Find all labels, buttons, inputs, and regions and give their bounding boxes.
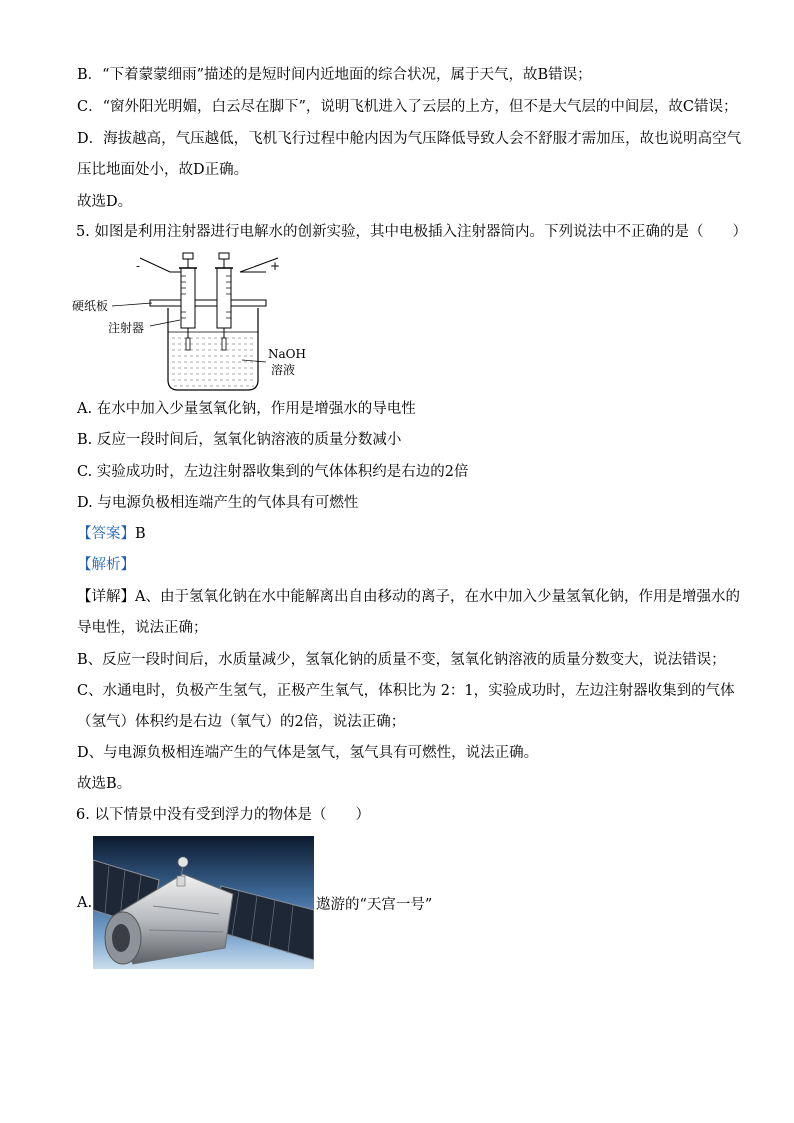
text-line: 故选D。 bbox=[77, 194, 133, 210]
space-station-image bbox=[93, 836, 314, 969]
option-a: A. 在水中加入少量氢氧化钠，作用是增强水的导电性 bbox=[77, 401, 416, 417]
detail-line: D、与电源负极相连端产生的气体是氢气，氢气具有可燃性，说法正确。 bbox=[77, 745, 539, 761]
detail-line: （氢气）体积约是右边（氧气）的2倍，说法正确； bbox=[77, 714, 406, 730]
detail-line bbox=[77, 587, 740, 607]
option-d: D. 与电源负极相连端产生的气体具有可燃性 bbox=[77, 495, 359, 511]
analysis-line bbox=[77, 555, 135, 575]
detail-tag: 【详解】 bbox=[77, 589, 135, 605]
detail-line: 导电性，说法正确； bbox=[77, 620, 208, 636]
text-line: 压比地面处小，故D正确。 bbox=[77, 162, 249, 178]
answer-tag: 【答案】 bbox=[77, 526, 135, 542]
option-a-letter: A. bbox=[77, 895, 93, 911]
detail-line: 故选B。 bbox=[77, 776, 132, 792]
text-line: C．“窗外阳光明媚，白云尽在脚下”，说明飞机进入了云层的上方，但不是大气层的中间层，故C错误； bbox=[77, 99, 738, 115]
question-5-stem: 5. 如图是利用注射器进行电解水的创新实验，其中电极插入注射器筒内。下列说法中不正确的是（ ） bbox=[76, 224, 747, 240]
plus-label: + bbox=[270, 259, 281, 273]
board-label: 硬纸板 bbox=[72, 299, 109, 313]
question-6-stem: 6. 以下情景中没有受到浮力的物体是（ ） bbox=[76, 807, 370, 823]
option-b: B. 反应一段时间后，氢氧化钠溶液的质量分数减小 bbox=[77, 432, 402, 448]
naoh-label: NaOH bbox=[268, 347, 306, 361]
minus-label: - bbox=[136, 259, 141, 273]
analysis-tag: 【解析】 bbox=[77, 557, 135, 573]
detail-line: C、水通电时，负极产生氢气，正极产生氧气，体积比为 2：1，实验成功时，左边注射器收集到的气体 bbox=[77, 683, 735, 699]
answer-value: B bbox=[135, 526, 146, 542]
electrolysis-diagram bbox=[70, 250, 350, 395]
text-line: B．“下着蒙蒙细雨”描述的是短时间内近地面的综合状况，属于天气，故B错误； bbox=[77, 67, 592, 83]
option-a-text: 遨游的“天宫一号” bbox=[316, 897, 433, 913]
answer-line bbox=[77, 524, 146, 544]
detail-line: B、反应一段时间后，水质量减少，氢氧化钠的质量不变，氢氧化钠溶液的质量分数变大，说法错误； bbox=[77, 652, 726, 668]
text-line: D．海拔越高，气压越低，飞机飞行过程中舱内因为气压降低导致人会不舒服才需加压，故也说明高空气 bbox=[77, 131, 742, 147]
detail-text: A、由于氢氧化钠在水中能解离出自由移动的离子，在水中加入少量氢氧化钠，作用是增强水的 bbox=[135, 589, 740, 605]
syringe-label: 注射器 bbox=[108, 321, 145, 335]
option-c: C. 实验成功时，左边注射器收集到的气体体积约是右边的2倍 bbox=[77, 464, 469, 480]
solution-label: 溶液 bbox=[271, 363, 296, 377]
